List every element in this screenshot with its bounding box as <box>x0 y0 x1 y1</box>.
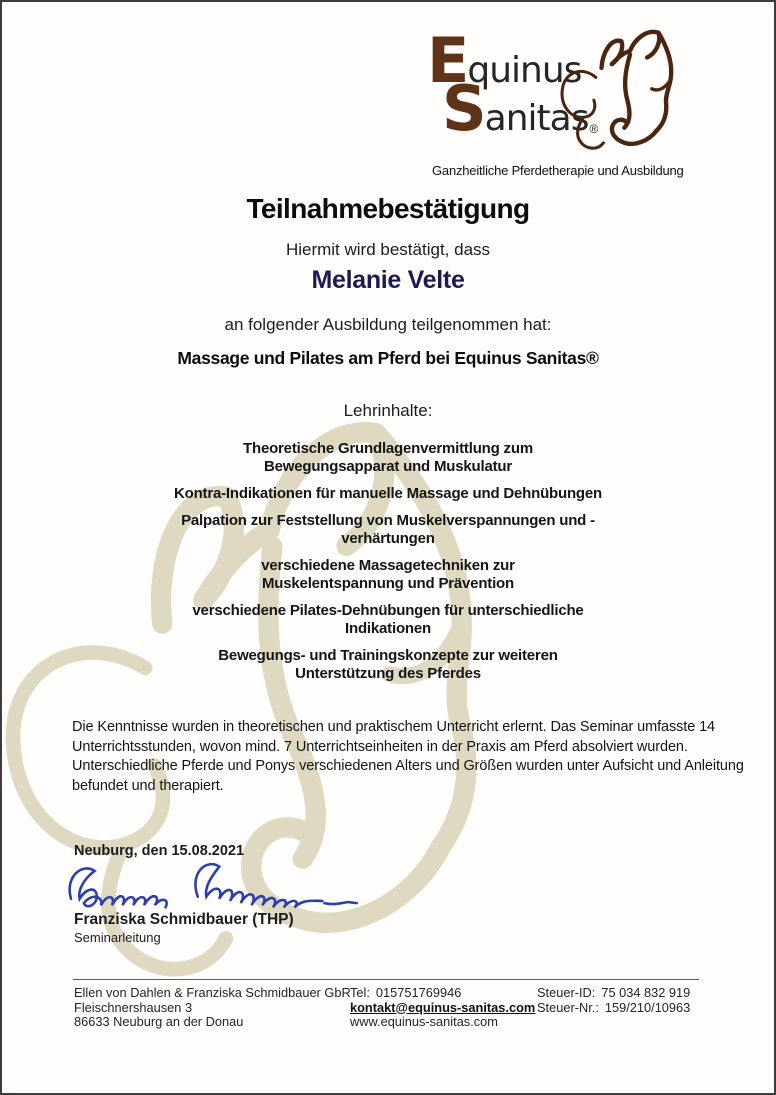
footer-contact-column <box>350 986 535 1030</box>
brand-initial-s: S <box>442 72 485 145</box>
certificate-title: Teilnahmebestätigung <box>246 193 530 224</box>
content-item: Palpation zur Feststellung von Muskelverspannungen und -verhärtungen <box>181 512 595 547</box>
course-name: Massage und Pilates am Pferd bei Equinus Sanitas® <box>177 348 599 368</box>
footer-tax-column <box>537 986 690 1015</box>
contents-list <box>2 440 774 692</box>
signatory-role: Seminarleitung <box>74 930 161 945</box>
footer-divider <box>73 979 699 980</box>
brand-logo <box>427 24 717 180</box>
content-item: verschiedene Pilates-Dehnübungen für unterschiedliche Indikationen <box>192 602 584 637</box>
signatory-name: Franziska Schmidbauer (THP) <box>74 911 294 928</box>
content-item: Theoretische Grundlagenvermittlung zum Bewegungsapparat und Muskulatur <box>243 440 533 475</box>
phone-label: Tel: <box>350 985 370 1000</box>
brand-word-equinus: quinus <box>467 50 582 91</box>
horse-head-icon <box>554 28 706 161</box>
company-name: Ellen von Dahlen & Franziska Schmidbauer GbR <box>74 985 351 1000</box>
contents-heading: Lehrinhalte: <box>343 401 433 420</box>
tax-number-label: Steuer-Nr.: <box>537 999 599 1015</box>
tax-id-value: 75 034 832 919 <box>601 985 691 1000</box>
content-item: verschiedene Massagetechniken zur Muskelentspannung und Prävention <box>261 557 515 592</box>
brand-initial-e: E <box>427 24 468 97</box>
brand-word-sanitas: anitas <box>484 98 589 139</box>
email-address: kontakt@equinus-sanitas.com <box>350 999 536 1015</box>
tax-id-label: Steuer-ID: <box>537 985 596 1000</box>
website-url: www.equinus-sanitas.com <box>350 1014 498 1029</box>
course-intro-line: an folgender Ausbildung teilgenommen hat: <box>224 315 552 334</box>
intro-line: Hiermit wird bestätigt, dass <box>285 240 491 259</box>
participant-name: Melanie Velte <box>311 266 465 294</box>
brand-tagline: Ganzheitliche Pferdetherapie und Ausbildung <box>432 163 684 178</box>
content-item: Bewegungs- und Trainingskonzepte zur weiteren Unterstützung des Pferdes <box>218 647 558 682</box>
handwritten-signature <box>60 858 372 916</box>
company-street: Fleischnershausen 3 <box>74 999 193 1015</box>
phone-number: 015751769946 <box>375 985 462 1000</box>
footer-company-column <box>74 986 351 1030</box>
content-item: Kontra-Indikationen für manuelle Massage und Dehnübungen <box>174 485 602 502</box>
registered-trademark-symbol: ® <box>589 122 599 136</box>
place-and-date: Neuburg, den 15.08.2021 <box>74 843 245 859</box>
tax-number-value: 159/210/10963 <box>604 999 691 1015</box>
company-city: 86633 Neuburg an der Donau <box>74 1014 244 1029</box>
summary-paragraph: Die Kenntnisse wurden in theoretischen und praktischem Unterricht erlernt. Das Seminar umfasste 14 Unterrichtsstunden, wovon mind. 7 Unterrichtseinheiten in der Praxis am Pferd absolviert wurden. Unterschiedliche Pferde und Ponys verschiedenen Alters und Größen wurden unter Aufsicht und Anleitung befundet und therapiert. <box>72 719 744 794</box>
